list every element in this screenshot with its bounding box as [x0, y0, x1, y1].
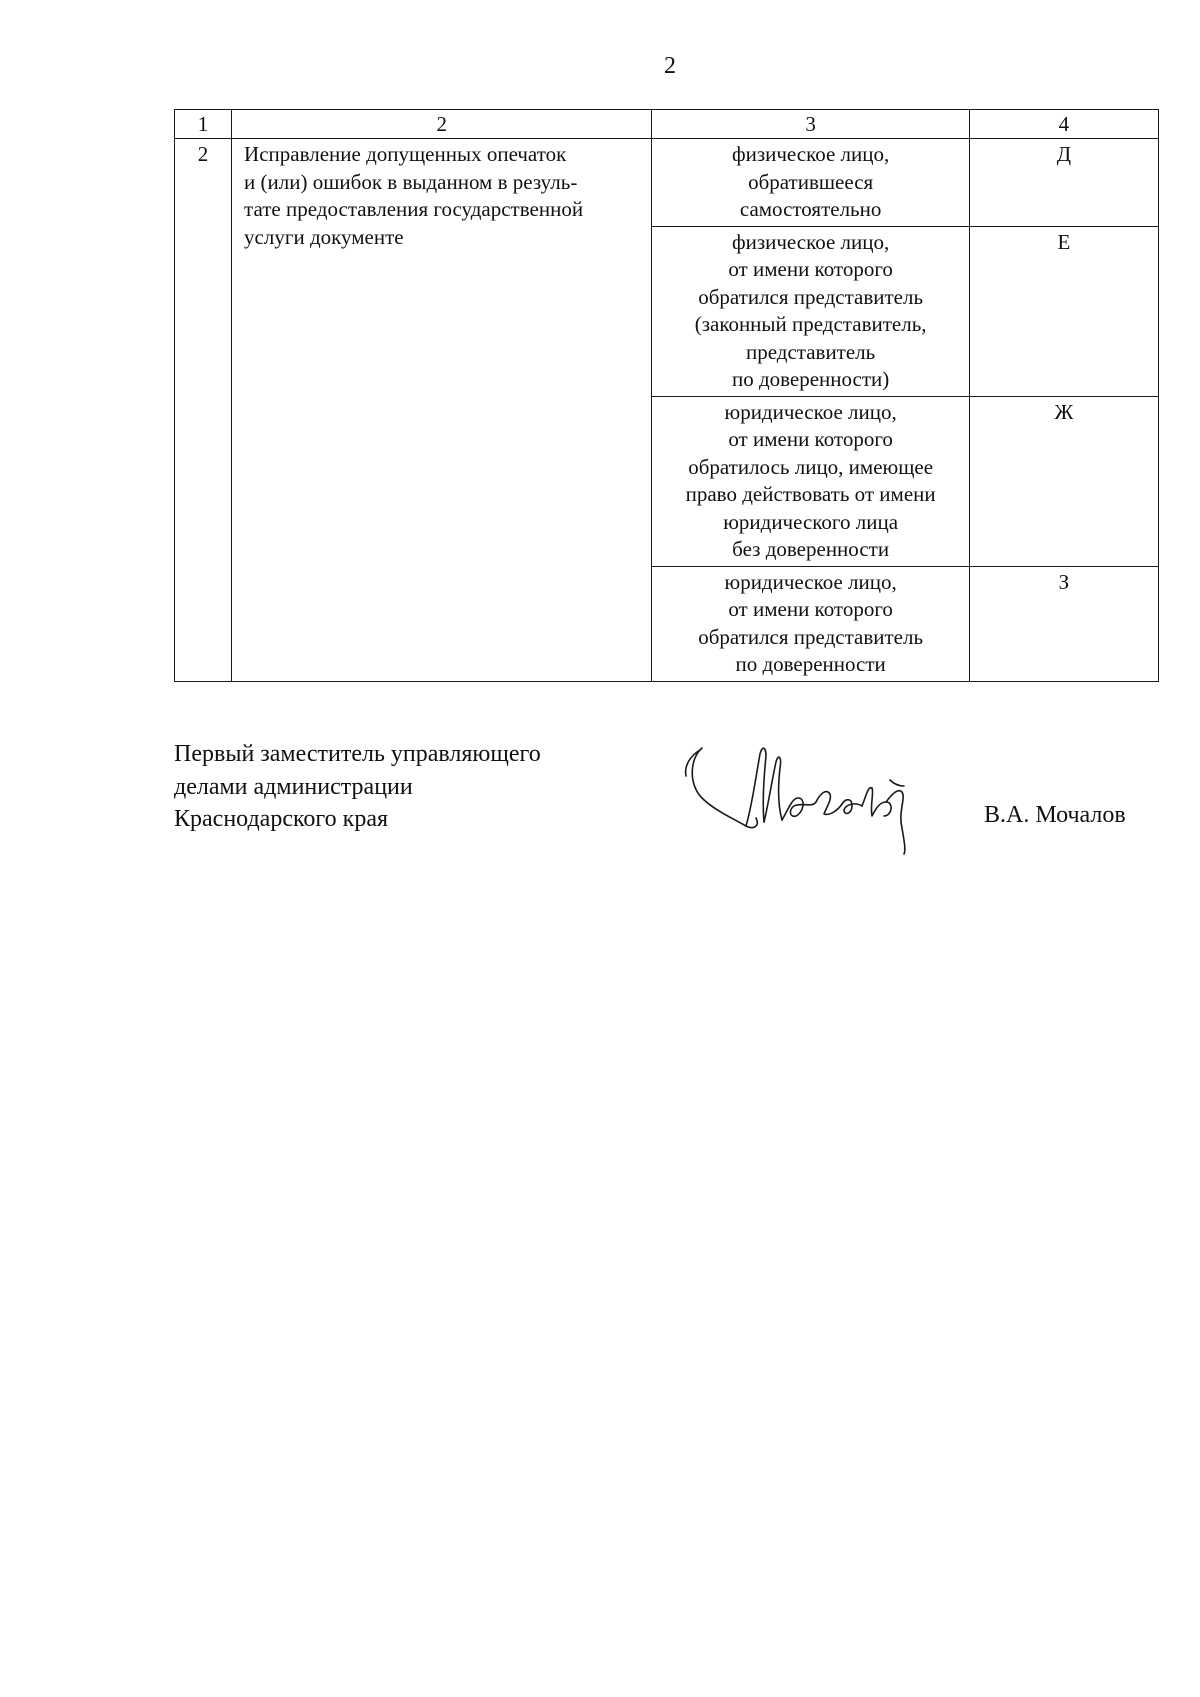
service-line: тате предоставления государственной	[244, 197, 584, 221]
header-cell-1: 1	[175, 110, 232, 139]
applicant-line: обратившееся	[748, 169, 874, 194]
position-line: делами администрации	[174, 773, 413, 800]
applicant-line: от имени которого	[728, 427, 893, 451]
variant-code: Е	[969, 226, 1158, 396]
services-table	[174, 109, 1159, 682]
applicant-line: физическое лицо,	[731, 229, 890, 254]
handwritten-signature	[680, 736, 940, 856]
row-number: 2	[175, 139, 232, 682]
applicant-line: обратилось лицо, имеющее	[688, 454, 934, 479]
position-line: Краснодарского края	[174, 806, 389, 832]
applicant-cell	[652, 566, 969, 681]
table-header-row	[175, 110, 1159, 139]
applicant-line: без доверенности	[732, 537, 890, 561]
service-line: услуги документе	[244, 224, 404, 249]
service-line: и (или) ошибок в выданном в резуль-	[244, 169, 578, 194]
applicant-cell	[652, 139, 969, 227]
variant-code: З	[969, 566, 1158, 681]
header-cell-4: 4	[969, 110, 1158, 139]
signer-name: В.А. Мочалов	[984, 802, 1126, 828]
applicant-line: юридическое лицо,	[724, 569, 897, 594]
header-cell-3: 3	[652, 110, 969, 139]
applicant-line: по доверенности)	[731, 367, 890, 391]
applicant-cell	[652, 396, 969, 566]
applicant-line: юридического лица	[723, 509, 899, 534]
applicant-line: по доверенности	[735, 652, 886, 676]
applicant-line: обратился представитель	[698, 284, 924, 309]
applicant-line: самостоятельно	[739, 197, 882, 221]
applicant-line: физическое лицо,	[731, 142, 890, 166]
variant-code: Ж	[969, 396, 1158, 566]
table-row	[175, 139, 1159, 227]
applicant-line: право действовать от имени	[685, 482, 936, 506]
header-cell-2: 2	[232, 110, 652, 139]
variant-code: Д	[969, 139, 1158, 227]
position-line: Первый заместитель управляющего	[174, 741, 541, 767]
service-line: Исправление допущенных опечаток	[244, 142, 567, 166]
applicant-line: юридическое лицо,	[724, 399, 897, 424]
service-description	[232, 139, 652, 682]
applicant-line: обратился представитель	[698, 624, 924, 649]
applicant-line: от имени которого	[728, 257, 893, 281]
page-number: 2	[664, 53, 676, 79]
applicant-line: (законный представитель,	[694, 312, 927, 336]
applicant-line: представитель	[745, 339, 876, 364]
signatory-position	[174, 738, 541, 836]
applicant-cell	[652, 226, 969, 396]
applicant-line: от имени которого	[728, 597, 893, 621]
